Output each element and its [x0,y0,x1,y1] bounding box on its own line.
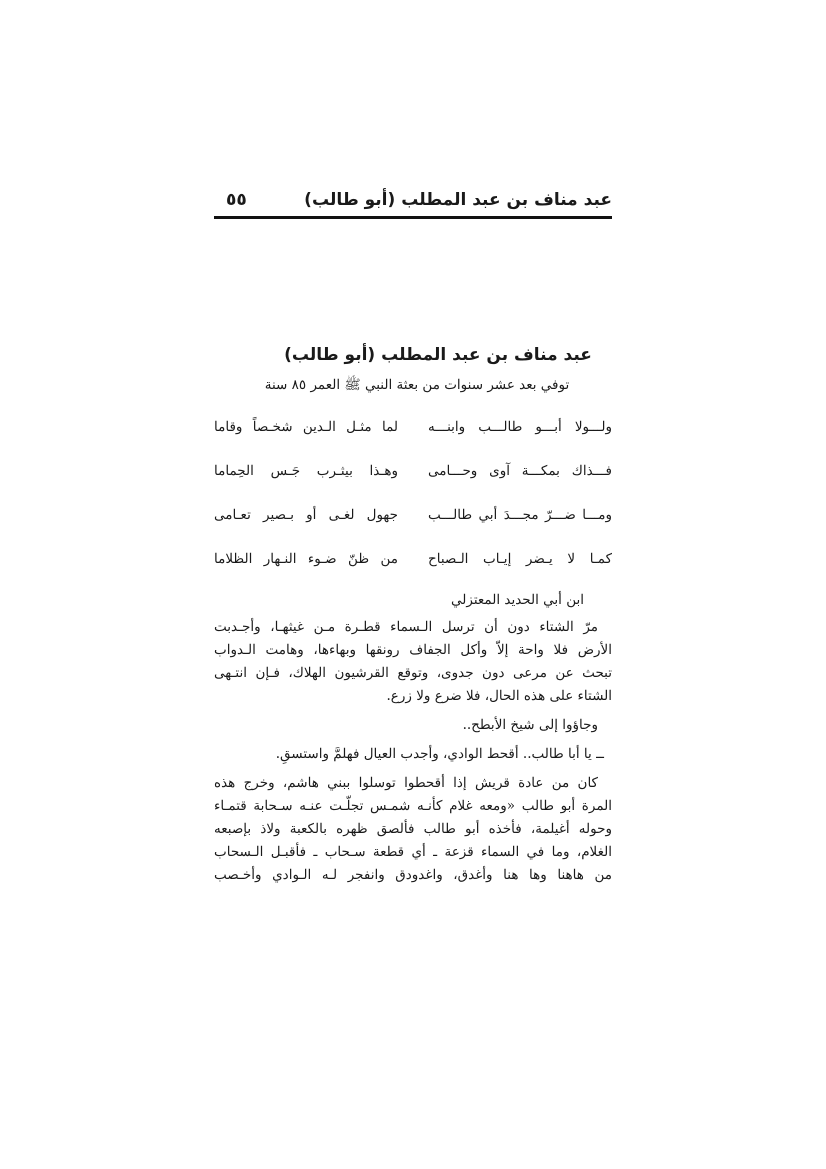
paragraph-line: كان من عادة قريش إذا أقحطوا توسلوا ببني هاشم، وخرج هذه [214,775,598,791]
poem-verse [214,414,612,443]
verse-second-hemistich: جهول لغـى أو بـصير تعـامى [214,507,398,523]
poem [214,414,612,575]
paragraph-line: وحوله أغيلمة، فأخذه أبو طالب فألصق ظهره بالكعبة ولاذ بإصبعه [214,821,612,837]
paragraph-line: مرّ الشتاء دون أن ترسل الـسماء قطـرة مـن غيثهـا، وأجـدبت [214,619,598,635]
body-paragraph [214,616,612,708]
running-title: عبد مناف بن عبد المطلب (أبو طالب) [304,190,612,210]
verse-first-hemistich: فـــذاك بمكـــة آوى وحـــامى [428,463,612,479]
poem-verse [214,546,612,575]
running-header [214,188,612,218]
body-paragraph [214,714,612,737]
section-subtitle: توفي بعد عشر سنوات من بعثة النبي ﷺ العمر ٨٥ سنة [264,377,570,393]
paragraph-line: وجاؤوا إلى شيخ الأبطح.. [462,717,598,733]
body-paragraph [214,772,612,887]
verse-first-hemistich: كمـا لا يـضر إيـاب الـصباح [428,551,612,567]
poem-attribution: ابن أبي الحديد المعتزلي [451,592,584,608]
body-paragraph [214,743,612,766]
page-content [214,342,612,887]
poem-verse [214,458,612,487]
verse-second-hemistich: لما مثـل الـدين شخـصاً وقاما [214,419,398,435]
paragraph-line: الشتاء على هذه الحال، فلا ضرع ولا زرع. [386,688,612,704]
paragraph-line: من هاهنا وها هنا وأغدق، واغدودق وانفجر لـه الـوادي وأخـصب [214,867,612,883]
section-title: عبد مناف بن عبد المطلب (أبو طالب) [284,345,592,365]
verse-second-hemistich: من ظنّ ضـوء النـهار الظلاما [214,551,398,567]
paragraph-line: الأرض فلا واحة إلاّ وأكل الجفاف رونقها وبهاءها، وهامت الـدواب [214,642,612,658]
verse-first-hemistich: ولـــولا أبـــو طالـــب وابنـــه [428,419,612,435]
paragraph-line: المرة أبو طالب «ومعه غلام كأنـه شمـس تجلّـت عنـه سـحابة قتمـاء [214,798,612,814]
paragraph-line: تبحث عن مرعى دون جدوى، وتوقع القرشيون الهلاك، فـإن انتـهى [214,665,612,681]
verse-first-hemistich: ومـــا ضـــرّ مجـــدَ أبي طالـــب [428,507,612,523]
page-number: ٥٥ [226,190,247,210]
header-rule [214,216,612,219]
paragraph-line: ــ يا أبا طالب.. أقحط الوادي، وأجدب العيال فهلمَّ واستسقِ. [275,746,604,762]
verse-second-hemistich: وهـذا بيثـرب جَـس الحِماما [214,463,398,479]
poem-verse [214,502,612,531]
paragraph-line: الغلام، وما في السماء قزعة ـ أي قطعة سـحاب ـ فأقبـل الـسحاب [214,844,612,860]
